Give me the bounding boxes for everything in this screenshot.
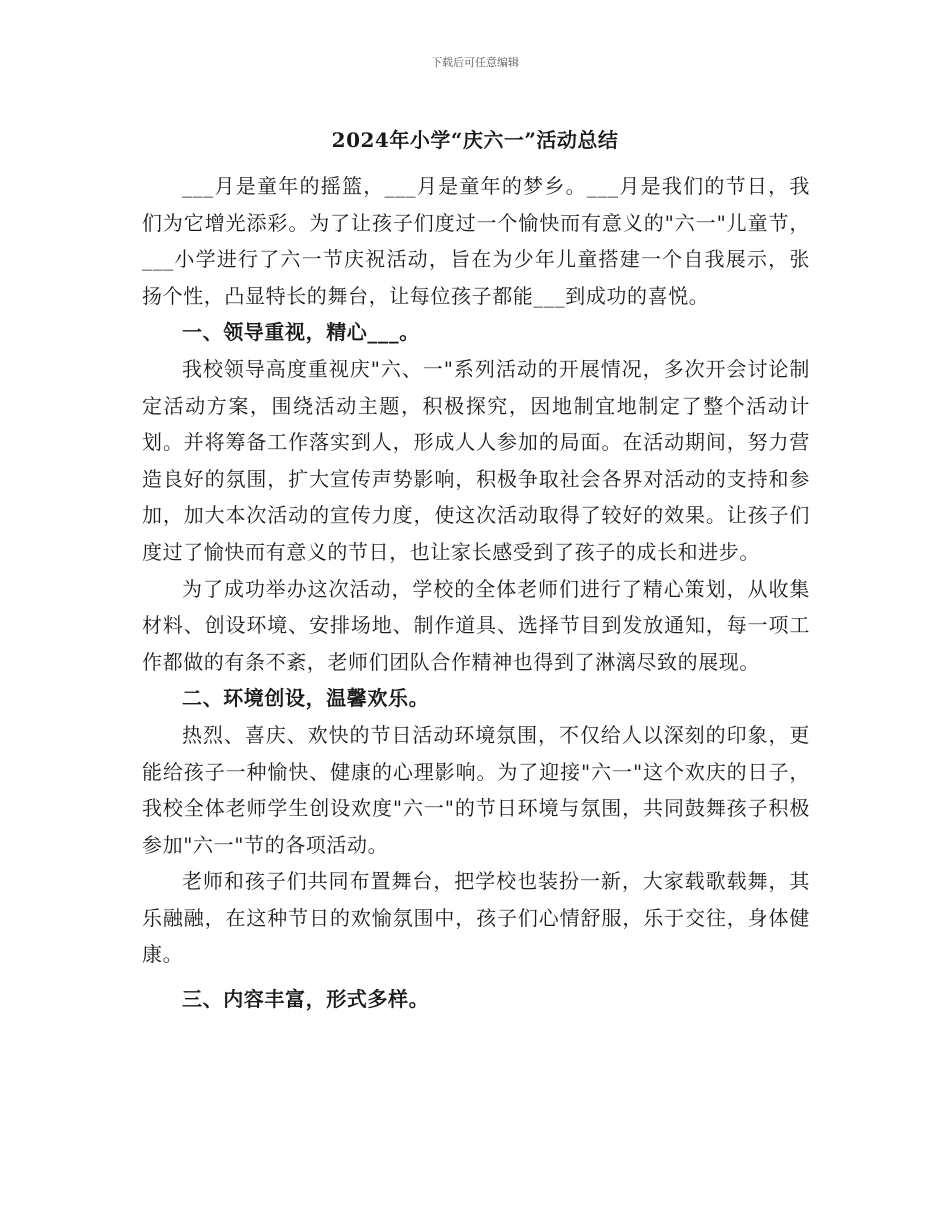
document-title: 2024年小学“庆六一”活动总结	[331, 128, 619, 152]
section-heading-3: 三、内容丰富，形式多样。	[182, 987, 430, 1012]
section-2-paragraph-1: 热烈、喜庆、欢快的节日活动环境氛围，不仅给人以深刻的印象，更能给孩子一种愉快、健康的心理影响。为了迎接"六一"这个欢庆的日子，我校全体老师学生创设欢度"六一"的节日环境与氛围，共同鼓舞孩子积极参加"六一"节的各项活动。	[142, 722, 810, 857]
section-1-paragraph-2: 为了成功举办这次活动，学校的全体老师们进行了精心策划，从收集材料、创设环境、安排场地、制作道具、选择节目到发放通知，每一项工作都做的有条不紊，老师们团队合作精神也得到了淋漓尽致的展现。	[142, 576, 810, 674]
section-1-paragraph-1: 我校领导高度重视庆"六、一"系列活动的开展情况，多次开会讨论制定活动方案，围绕活动主题，积极探究，因地制宜地制定了整个活动计划。并将筹备工作落实到人，形成人人参加的局面。在活动期间，努力营造良好的氛围，扩大宣传声势影响，积极争取社会各界对活动的支持和参加，加大本次活动的宣传力度，使这次活动取得了较好的效果。让孩子们度过了愉快而有意义的节日，也让家长感受到了孩子的成长和进步。	[142, 356, 810, 564]
section-heading-2: 二、环境创设，温馨欢乐。	[182, 686, 430, 711]
intro-paragraph: ___月是童年的摇篮，___月是童年的梦乡。___月是我们的节日，我们为它增光添彩。为了让孩子们度过一个愉快而有意义的"六一"儿童节，___小学进行了六一节庆祝活动，旨在为少年儿童搭建一个自我展示，张扬个性，凸显特长的舞台，让每位孩子都能___到成功的喜悦。	[142, 174, 810, 308]
page-header-note: 下载后可任意编辑	[431, 56, 519, 69]
section-2-paragraph-2: 老师和孩子们共同布置舞台，把学校也装扮一新，大家载歌载舞，其乐融融，在这种节日的欢愉氛围中，孩子们心情舒服，乐于交往，身体健康。	[142, 869, 810, 967]
document-body	[142, 168, 810, 1018]
section-heading-1: 一、领导重视，精心___。	[182, 320, 420, 345]
